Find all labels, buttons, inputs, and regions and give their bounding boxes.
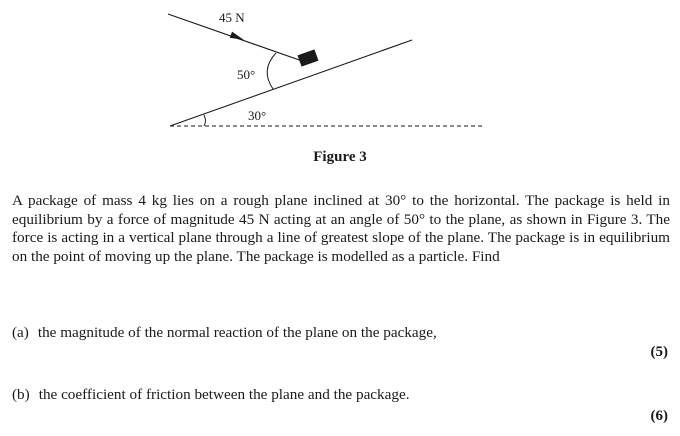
package-block [298,49,319,66]
question-part-a [12,324,437,342]
part-a-marks: (5) [650,344,668,360]
figure-diagram [0,0,680,150]
part-b-label: (b) [12,386,30,403]
force-label: 45 N [219,10,245,25]
inclined-plane-line [170,40,412,126]
force-arrow-icon [230,32,244,40]
part-b-marks: (6) [650,408,668,424]
force-angle-label: 50° [237,67,256,82]
part-a-label: (a) [12,324,29,341]
incline-angle-arc [204,115,206,126]
part-a-text: the magnitude of the normal reaction of the plane on the package, [37,324,437,341]
problem-statement: A package of mass 4 kg lies on a rough plane inclined at 30° to the horizontal. The package is held in equilibrium by a force of magnitude 45 N acting at an angle of 50° to the plane, as shown in Figure 3. The force is acting in a vertical plane through a line of greatest slope of the plane. The package is in equilibrium on the point of moving up the plane. The package is modelled as a particle. Find [12,192,670,265]
part-b-text: the coefficient of friction between the plane and the package. [38,386,410,403]
force-angle-arc [267,53,276,89]
incline-angle-label: 30° [248,108,267,123]
figure-caption: Figure 3 [313,149,367,165]
question-part-b [12,386,410,404]
